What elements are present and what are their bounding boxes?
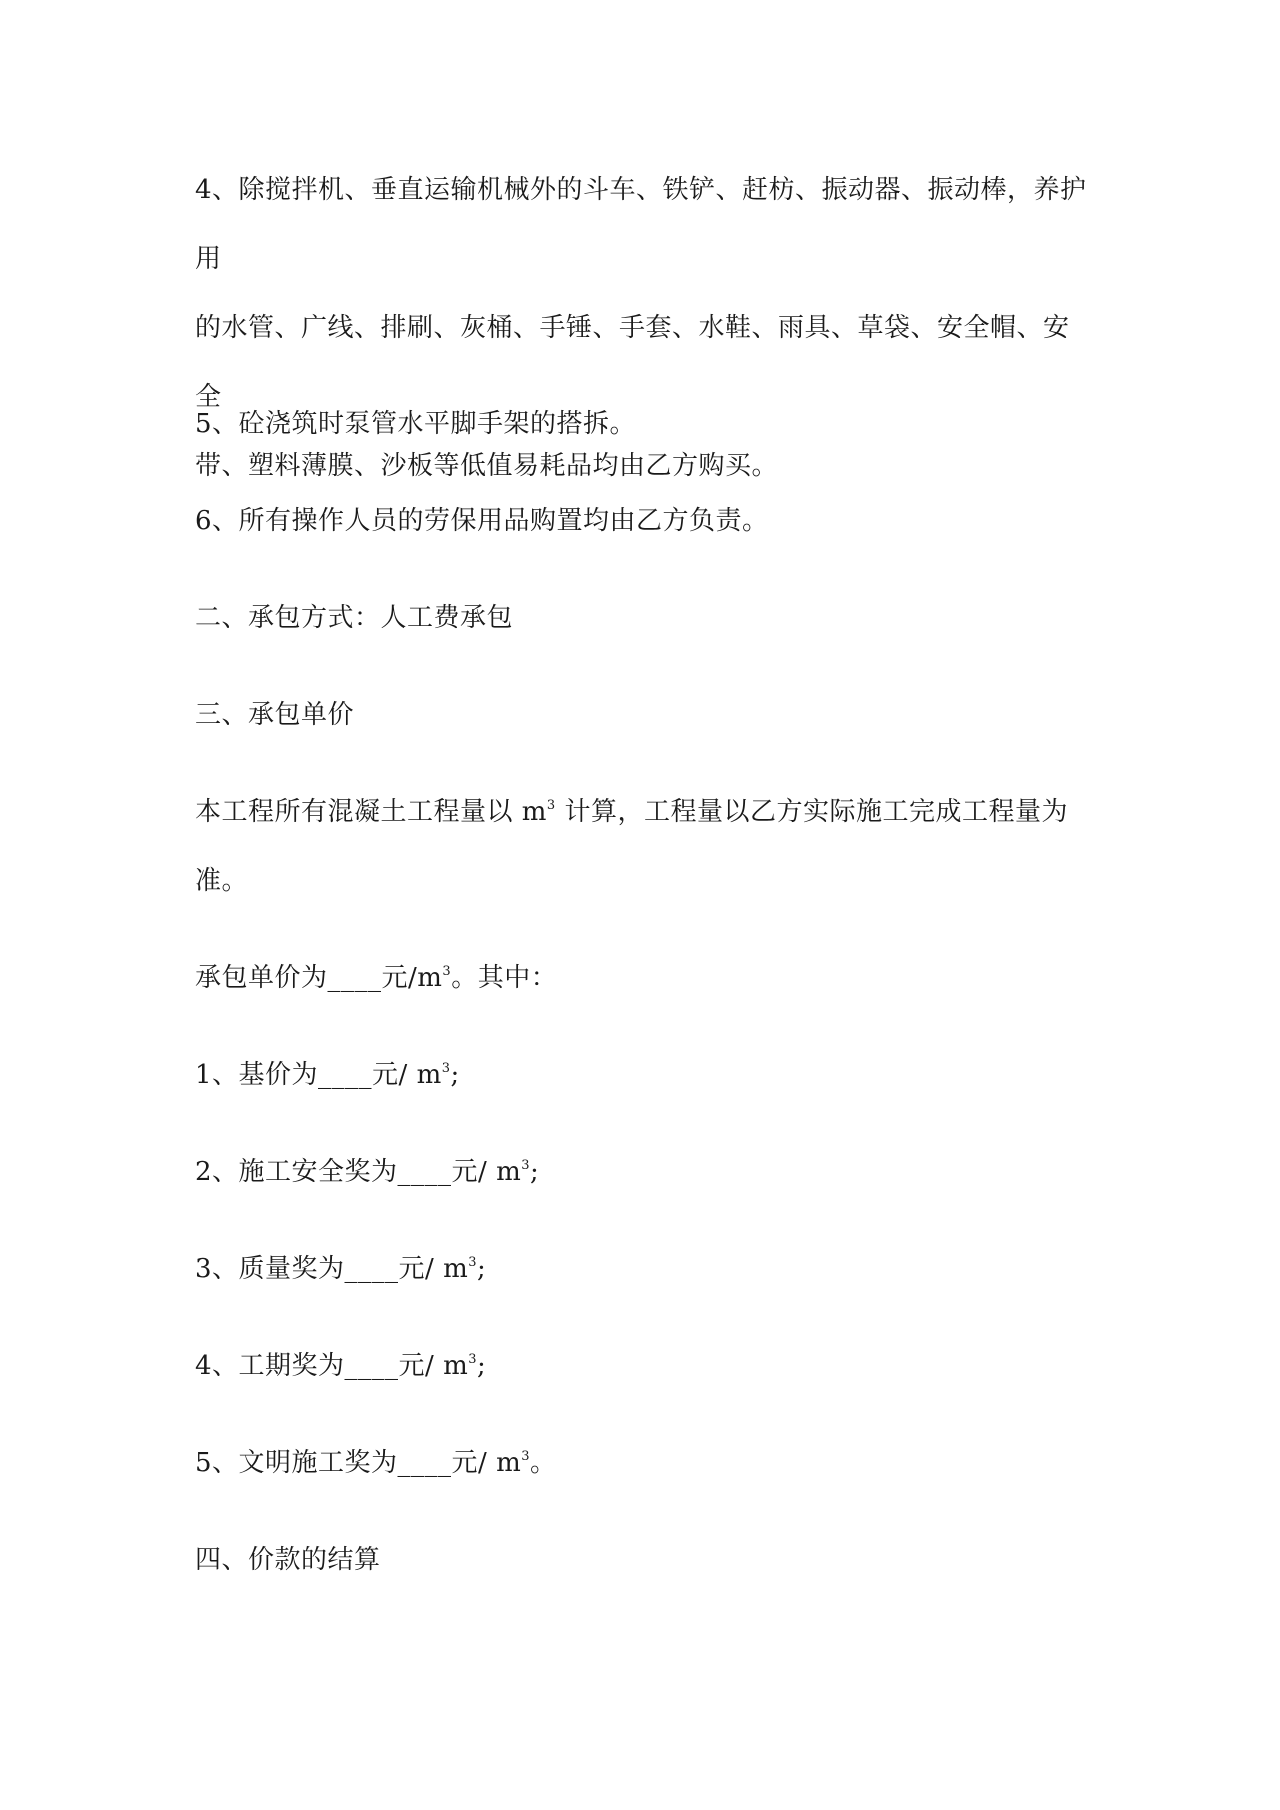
clause-item-4-line-1: 4、除搅拌机、垂直运输机械外的斗车、铁铲、赶枋、振动器、振动棒，养护用 <box>195 175 1087 274</box>
price-item-3-text-a: 3、质量奖为____元/ m <box>195 1254 469 1284</box>
quantity-calculation-text-b: 计算，工程量以乙方实际施工完成工程量为 <box>555 797 1068 827</box>
price-item-5 <box>195 1429 1095 1498</box>
unit-price-line <box>195 944 1095 1013</box>
clause-item-4-line-3: 带、塑料薄膜、沙板等低值易耗品均由乙方购买。 <box>195 451 779 481</box>
section-heading-3: 三、承包单价 <box>195 700 355 730</box>
price-item-1-text-a: 1、基价为____元/ m <box>195 1060 442 1090</box>
cubic-superscript: 3 <box>546 798 556 813</box>
quantity-calculation-line-2: 准。 <box>195 866 249 896</box>
price-item-4-text-b: ; <box>477 1351 487 1381</box>
section-heading-2: 二、承包方式：人工费承包 <box>195 603 514 633</box>
price-item-3 <box>195 1235 1095 1304</box>
clause-item-4-line-2: 的水管、广线、排刷、灰桶、手锤、手套、水鞋、雨具、草袋、安全帽、安全 <box>195 313 1070 412</box>
unit-price-text-a: 承包单价为____元/m <box>195 963 443 993</box>
clause-item-5: 5、砼浇筑时泵管水平脚手架的搭拆。 <box>195 409 637 439</box>
price-item-2-text-a: 2、施工安全奖为____元/ m <box>195 1157 522 1187</box>
cubic-superscript: 3 <box>468 1255 478 1270</box>
cubic-superscript: 3 <box>521 1449 531 1464</box>
quantity-calculation-line-1 <box>195 778 1095 847</box>
clause-item-6: 6、所有操作人员的劳保用品购置均由乙方负责。 <box>195 506 769 536</box>
section-heading-4: 四、价款的结算 <box>195 1545 381 1575</box>
price-item-5-text-a: 5、文明施工奖为____元/ m <box>195 1448 522 1478</box>
unit-price-text-b: 。其中： <box>451 963 558 993</box>
cubic-superscript: 3 <box>468 1352 478 1367</box>
price-item-2 <box>195 1138 1095 1207</box>
cubic-superscript: 3 <box>441 1061 451 1076</box>
cubic-superscript: 3 <box>521 1158 531 1173</box>
quantity-calculation-text-a: 本工程所有混凝土工程量以 m <box>195 797 547 827</box>
price-item-4 <box>195 1332 1095 1401</box>
quantity-calculation-paragraph <box>195 778 1095 916</box>
price-item-2-text-b: ; <box>530 1157 540 1187</box>
cubic-superscript: 3 <box>442 964 452 979</box>
price-item-5-text-b: 。 <box>530 1448 557 1478</box>
price-item-4-text-a: 4、工期奖为____元/ m <box>195 1351 469 1381</box>
price-item-1-text-b: ; <box>450 1060 460 1090</box>
price-item-3-text-b: ; <box>477 1254 487 1284</box>
price-item-1 <box>195 1041 1095 1110</box>
